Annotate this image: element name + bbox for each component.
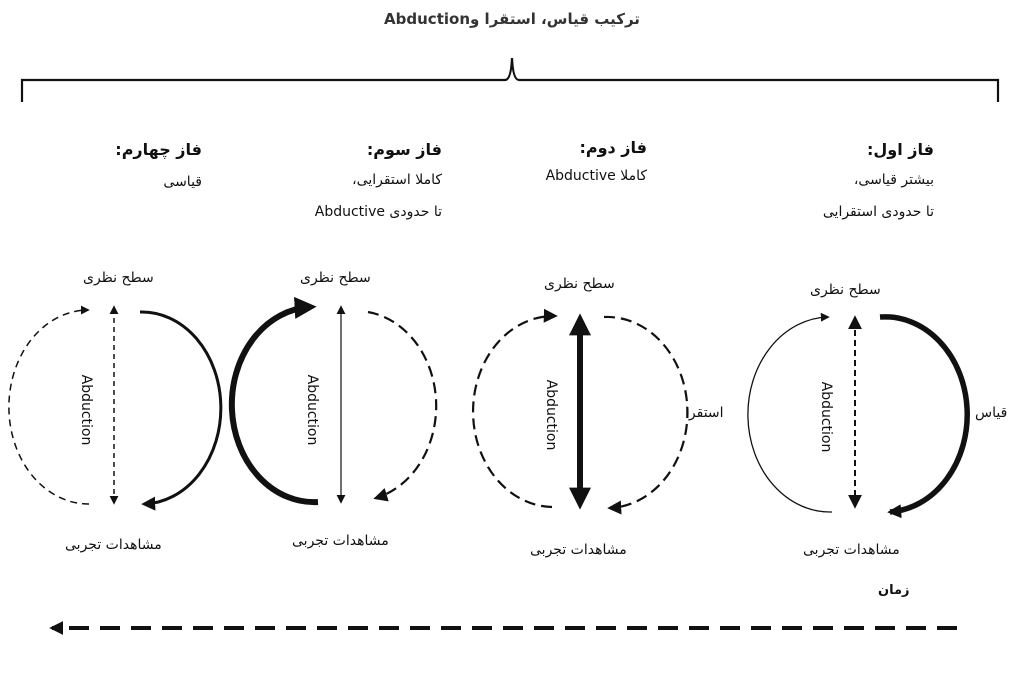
phase-4-title: فاز چهارم: bbox=[115, 140, 202, 159]
phase-4-theory-label: سطح نظری bbox=[83, 270, 154, 286]
phase-1-theory-label: سطح نظری bbox=[810, 282, 881, 298]
phase-3-theory-label: سطح نظری bbox=[300, 270, 371, 286]
phase-1-abduction-label: Abduction bbox=[818, 381, 834, 453]
phase-4-deduction-arrow bbox=[140, 312, 221, 504]
phase-2-line1: کاملا Abductive bbox=[545, 168, 647, 184]
phase-1-deduction-label: قیاس bbox=[975, 405, 1008, 421]
phase-1-line2: تا حدودی استقرایی bbox=[822, 204, 934, 220]
phase-1-deduction-arrow bbox=[880, 317, 967, 512]
phase-3-abduction-label: Abduction bbox=[304, 374, 320, 446]
phase-2-induction-arrow bbox=[604, 317, 687, 508]
phase-1-cycle bbox=[748, 317, 967, 512]
top-brace bbox=[22, 58, 998, 102]
phase-1-line1: بیشتر قیاسی، bbox=[853, 172, 934, 188]
phase-3-line2: تا حدودی Abductive bbox=[314, 204, 442, 220]
phase-2-abduction-label: Abduction bbox=[543, 379, 559, 451]
phase-3-title: فاز سوم: bbox=[366, 140, 442, 159]
phase-4-line1: قیاسی bbox=[163, 174, 202, 190]
phase-4-induction-arrow bbox=[9, 310, 89, 504]
phase-2-theory-label: سطح نظری bbox=[544, 276, 615, 292]
phase-3-observation-label: مشاهدات تجربی bbox=[292, 533, 389, 549]
phase-3-line1: کاملا استقرایی، bbox=[352, 172, 442, 188]
phase-2-title: فاز دوم: bbox=[579, 138, 647, 157]
phase-1-observation-label: مشاهدات تجربی bbox=[803, 542, 900, 558]
phase-2-deduction-arrow bbox=[473, 316, 555, 507]
phase-4-cycle bbox=[9, 307, 221, 504]
diagram-title: ترکیب قیاس، استقرا وAbduction bbox=[384, 10, 640, 28]
phase-3-cycle bbox=[232, 307, 436, 502]
phase-4-observation-label: مشاهدات تجربی bbox=[65, 537, 162, 553]
phase-3-deduction-arrow bbox=[368, 312, 436, 498]
phase-2-induction-label: استقرا bbox=[685, 405, 724, 421]
phase-1-title: فاز اول: bbox=[867, 140, 934, 159]
time-label: زمان bbox=[878, 583, 910, 598]
phase-2-cycle bbox=[473, 316, 687, 508]
phase-4-abduction-label: Abduction bbox=[78, 374, 94, 446]
phase-2-observation-label: مشاهدات تجربی bbox=[530, 542, 627, 558]
